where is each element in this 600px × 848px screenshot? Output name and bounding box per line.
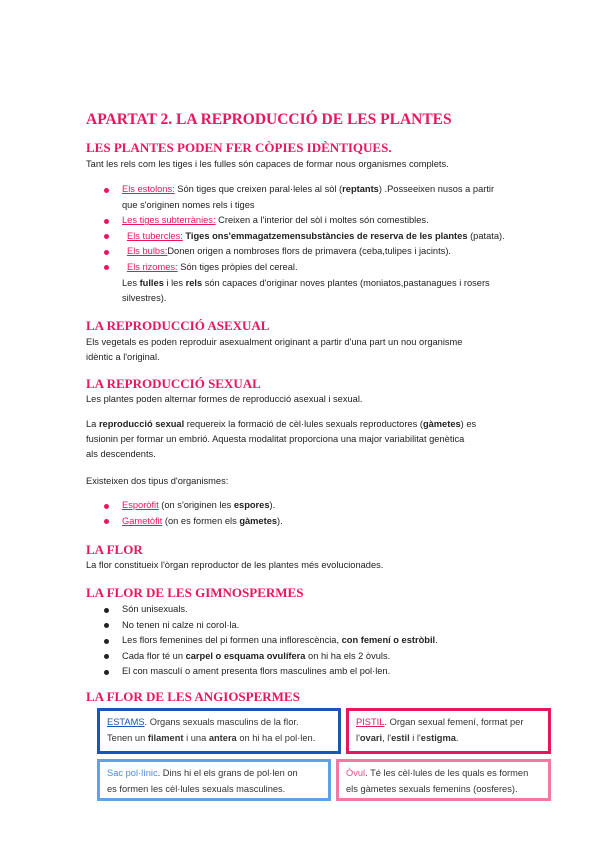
term-sac-pollinic: Sac pol·línic (107, 768, 158, 778)
term-tubercles: Els tubercles: (127, 230, 183, 241)
term-pistil: PISTIL (356, 717, 385, 727)
gimnospermes-list (104, 602, 524, 680)
list-item: Cada flor té un carpel o esquama ovulífera on hi ha els 2 òvuls. (104, 649, 524, 665)
paragraph-intro: Tant les rels com les tiges i les fulles són capaces de formar nous organismes complets. (86, 159, 449, 169)
bullet-icon (104, 504, 109, 509)
list-item-rizomes: Els rizomes: Són tiges pròpies del cereal. (104, 260, 524, 276)
heading-copies-identiques: LES PLANTES PODEN FER CÒPIES IDÈNTIQUES. (86, 140, 392, 155)
reproduction-organs-list (104, 182, 524, 275)
list-item-bulbs: Els bulbs:Donen origen a nombroses flors de primavera (ceba,tulipes i jacints). (104, 244, 524, 260)
bullet-icon (104, 623, 109, 628)
box-estams: ESTAMS. Organs sexuals masculins de la flor. Tenen un filament i una antera on hi ha el pol·len. (97, 708, 341, 754)
term-ovul: Òvul (346, 768, 366, 778)
heading-angiospermes: LA FLOR DE LES ANGIOSPERMES (86, 689, 300, 704)
paragraph-sexual-detail: La reproducció sexual requereix la formació de cèl·lules sexuals reproductores (gàmetes) es fusionin per formar un embrió. Aquesta modalitat proporciona una major variabilitat genètica als descendents. (86, 419, 477, 459)
bullet-icon (104, 234, 109, 239)
term-bulbs: Els bulbs: (127, 246, 168, 256)
list-item: Són unisexuals. (104, 602, 524, 618)
term-rizomes: Els rizomes: (127, 261, 178, 272)
bullet-icon (104, 219, 109, 224)
list-item-gametofit: Gametòfit (on es formen els gàmetes). (104, 514, 504, 530)
paragraph-sexual-intro: Les plantes poden alternar formes de reproducció asexual i sexual. (86, 394, 363, 404)
paragraph-flor: La flor constitueix l'òrgan reproductor de les plantes més evolucionades. (86, 560, 384, 570)
term-tiges-subterranies: Les tiges subterrànies: (122, 215, 216, 225)
list-item: El con masculí o ament presenta flors masculines amb el pol·len. (104, 664, 524, 680)
list-item-tubercles: Els tubercles: Tiges ons'emmagatzemensubstàncies de reserva de les plantes (patata). (104, 229, 524, 245)
list-item: Les flors femenines del pi formen una inflorescència, con femení o estròbil. (104, 633, 524, 649)
box-sac-pollinic: Sac pol·línic. Dins hi el els grans de pol·len on es formen les cèl·lules sexuals masculines. (97, 759, 331, 801)
bullet-icon (104, 250, 109, 255)
list-item: No tenen ni calze ni corol·la. (104, 618, 524, 634)
box-pistil: PISTIL. Organ sexual femení, format per l'ovari, l'estil i l'estigma. (346, 708, 551, 754)
paragraph-asexual: Els vegetals es poden reproduir asexualment originant a partir d'una part un nou organisme idèntic a l'original. (86, 337, 463, 362)
bullet-icon (104, 188, 109, 193)
heading-la-flor: LA FLOR (86, 542, 143, 557)
bullet-icon (104, 654, 109, 659)
organisms-list (104, 498, 504, 529)
heading-reproduccio-asexual: LA REPRODUCCIÓ ASEXUAL (86, 318, 270, 333)
bullet-icon (104, 670, 109, 675)
bullet-icon (104, 608, 109, 613)
term-estams: ESTAMS (107, 717, 145, 727)
term-gametofit: Gametòfit (122, 515, 163, 526)
bullet-icon (104, 519, 109, 524)
list-item-tiges-subterranies: Les tiges subterrànies: Creixen a l'interior del sòl i moltes són comestibles. (104, 213, 524, 229)
list-item-estolons: Els estolons: Són tiges que creixen paral·leles al sòl (reptants) .Posseeixen nusos a partir que s'originen nomes rels i tiges (104, 182, 524, 213)
term-estolons: Els estolons: (122, 184, 175, 194)
paragraph-organisms: Existeixen dos tipus d'organismes: (86, 476, 229, 486)
paragraph-fulles-rels: Les fulles i les rels són capaces d'originar noves plantes (moniatos,pastanagues i rosers silvestres). (122, 278, 490, 303)
term-esporofit: Esporòfit (122, 500, 159, 510)
box-ovul: Òvul. Té les cèl·lules de les quals es formen els gàmetes sexuals femenins (oosferes). (336, 759, 551, 801)
bullet-icon (104, 265, 109, 270)
heading-gimnospermes: LA FLOR DE LES GIMNOSPERMES (86, 585, 304, 600)
page-title: APARTAT 2. LA REPRODUCCIÓ DE LES PLANTES (86, 111, 452, 128)
bullet-icon (104, 639, 109, 644)
heading-reproduccio-sexual: LA REPRODUCCIÓ SEXUAL (86, 376, 261, 391)
list-item-esporofit: Esporòfit (on s'originen les espores). (104, 498, 504, 514)
